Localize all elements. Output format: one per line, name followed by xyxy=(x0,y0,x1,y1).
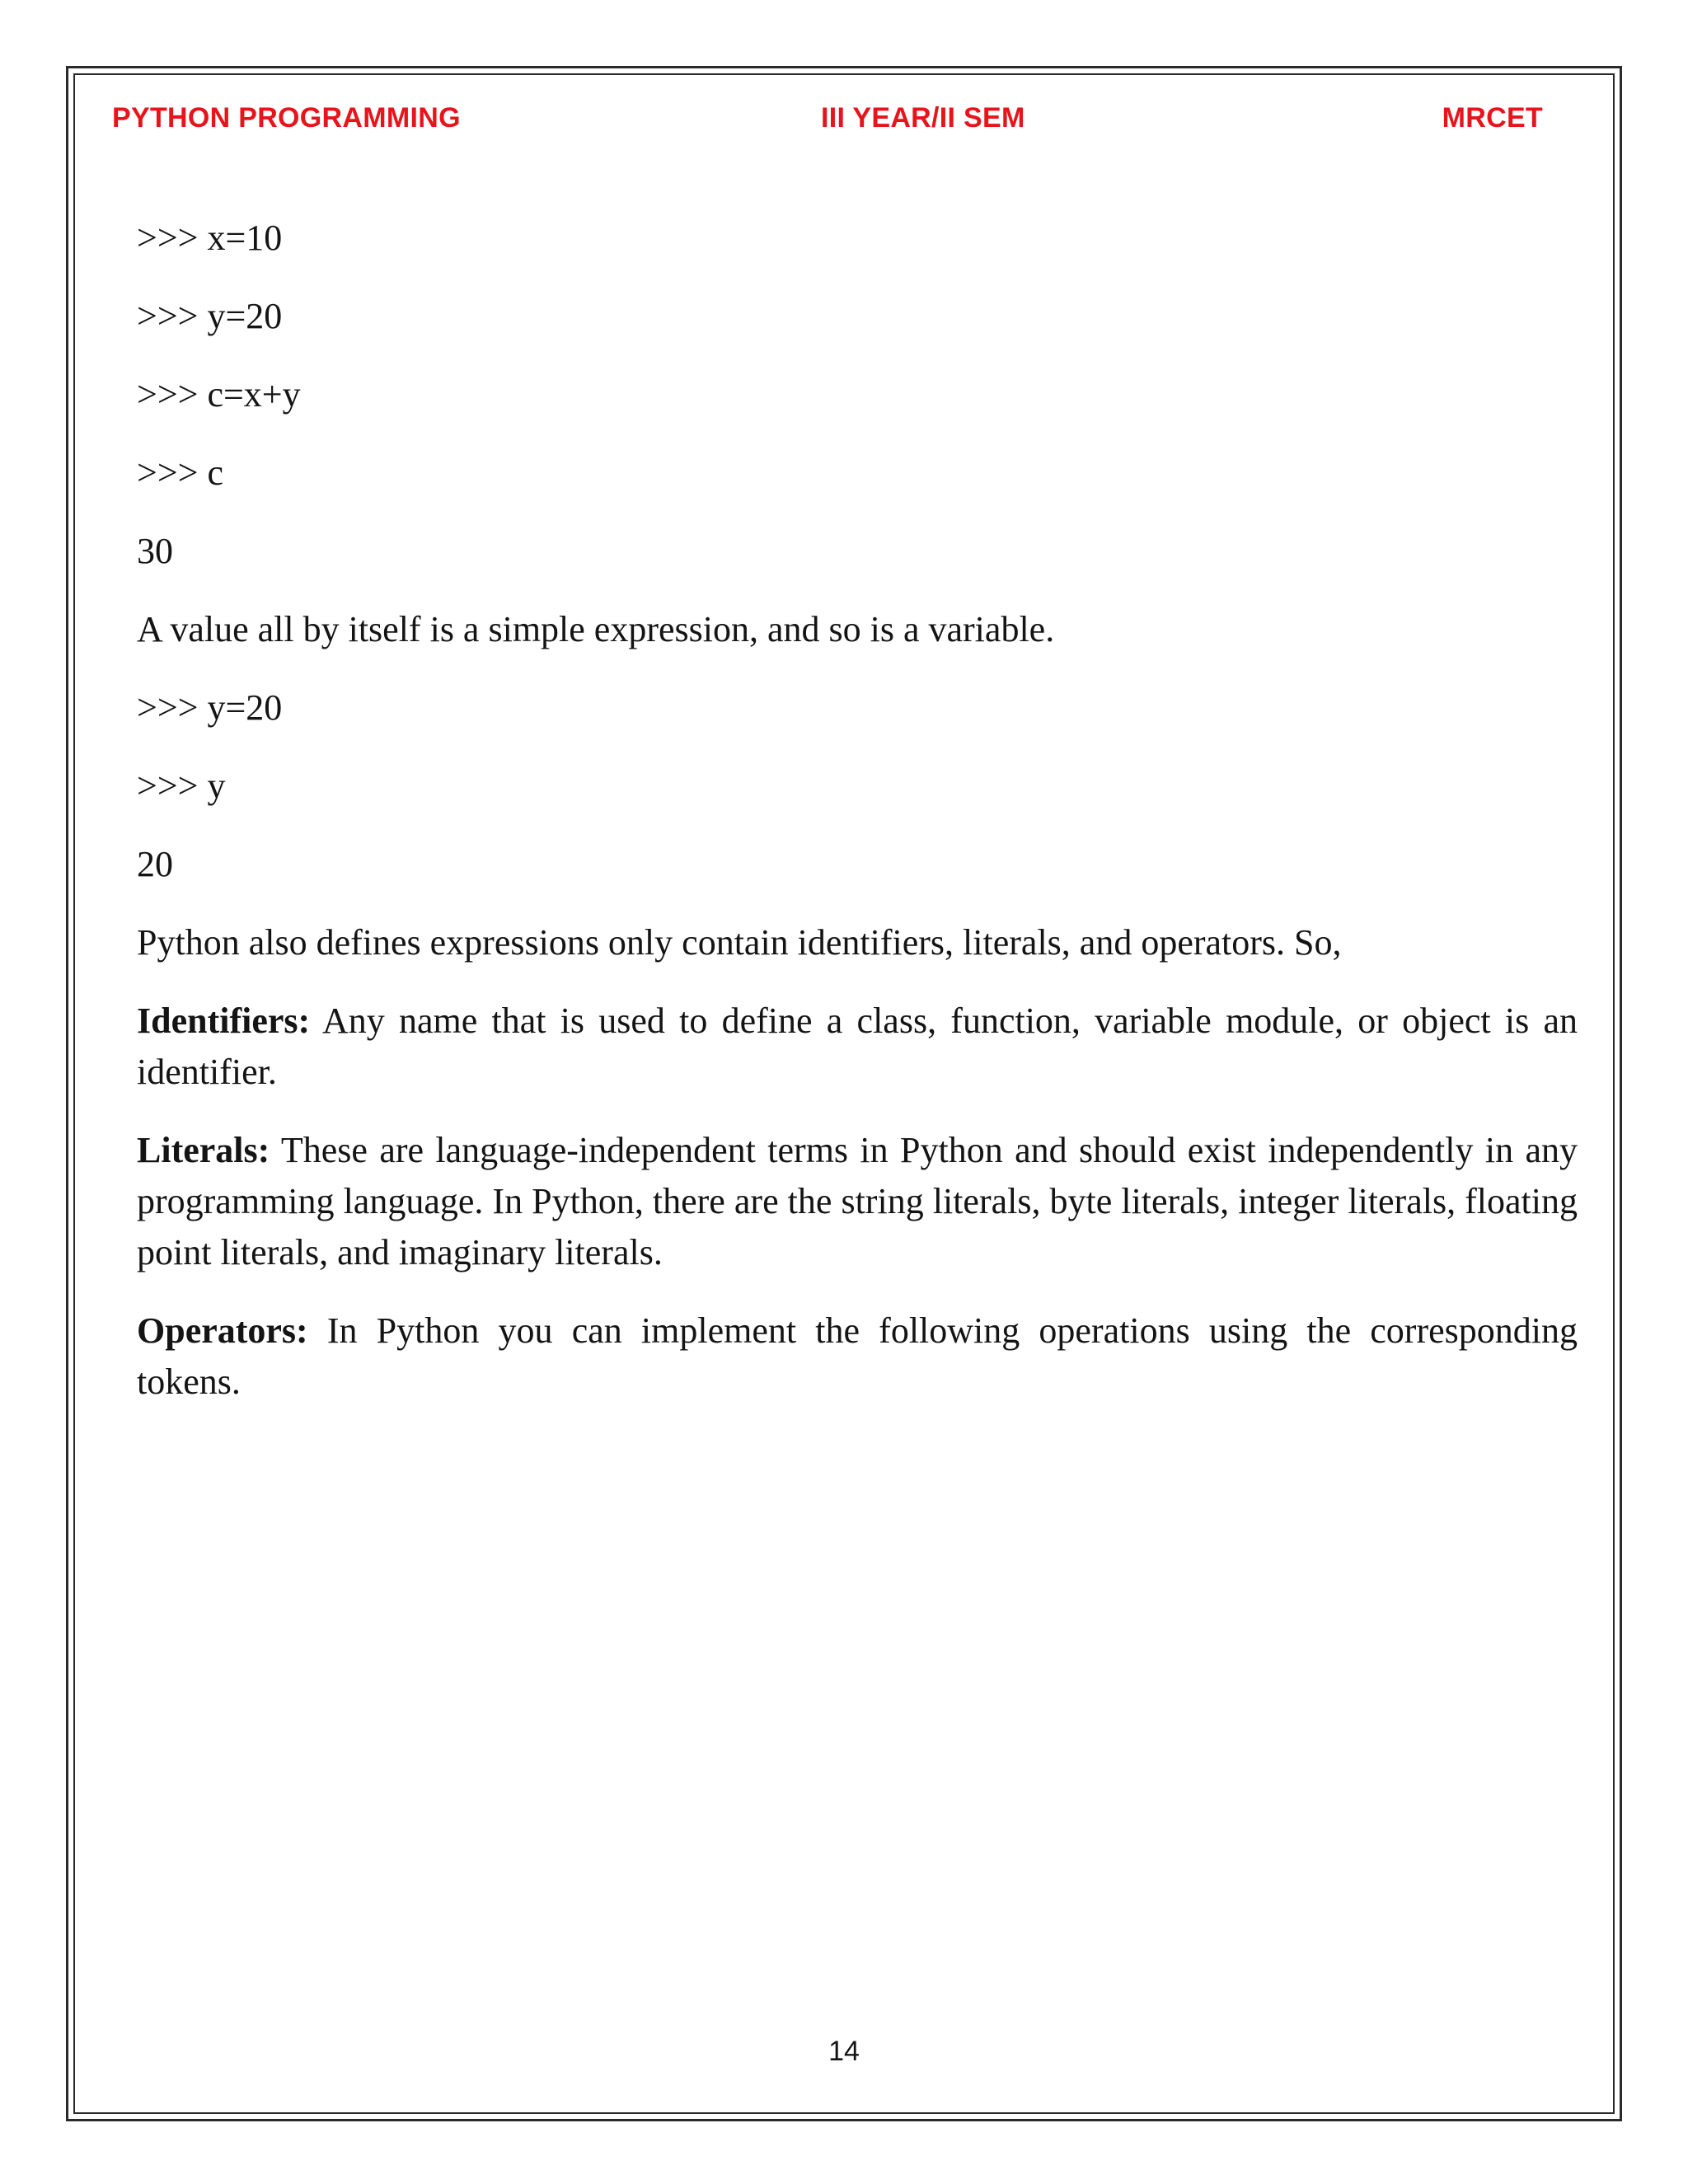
definition-text: Any name that is used to define a class, function, variable module, or object is an identifier. xyxy=(137,1001,1578,1092)
definition-text: In Python you can implement the following operations using the corresponding tokens. xyxy=(137,1310,1578,1402)
code-line: >>> x=10 xyxy=(137,218,283,258)
code-output: 30 xyxy=(137,531,173,571)
definition-operators xyxy=(137,1305,1578,1408)
code-output: 20 xyxy=(137,844,173,884)
header-institution: MRCET xyxy=(1442,102,1543,134)
definition-identifiers xyxy=(137,996,1578,1098)
code-line: >>> y=20 xyxy=(137,296,283,336)
definition-text: These are language-independent terms in Python and should exist independently in any programming language. In Python, there are the string literals, byte literals, integer literals, floating point literals, and imaginary literals. xyxy=(137,1130,1578,1272)
definition-term: Literals: xyxy=(137,1130,270,1170)
definition-literals xyxy=(137,1125,1578,1278)
body-text-expressions: Python also defines expressions only contain identifiers, literals, and operators. So, xyxy=(137,922,1342,963)
code-line: >>> c=x+y xyxy=(137,374,301,415)
page-content xyxy=(137,213,1578,1435)
definition-term: Operators: xyxy=(137,1310,308,1351)
definition-term: Identifiers: xyxy=(137,1001,311,1041)
body-text-simple-expression: A value all by itself is a simple expression, and so is a variable. xyxy=(137,609,1055,649)
code-line: >>> y xyxy=(137,766,226,806)
code-line: >>> y=20 xyxy=(137,687,283,728)
page-number: 14 xyxy=(828,2036,860,2067)
header-course-title: PYTHON PROGRAMMING xyxy=(112,102,461,134)
header-year-semester: III YEAR/II SEM xyxy=(821,102,1025,134)
code-line: >>> c xyxy=(137,452,223,493)
page-header xyxy=(112,102,1543,142)
